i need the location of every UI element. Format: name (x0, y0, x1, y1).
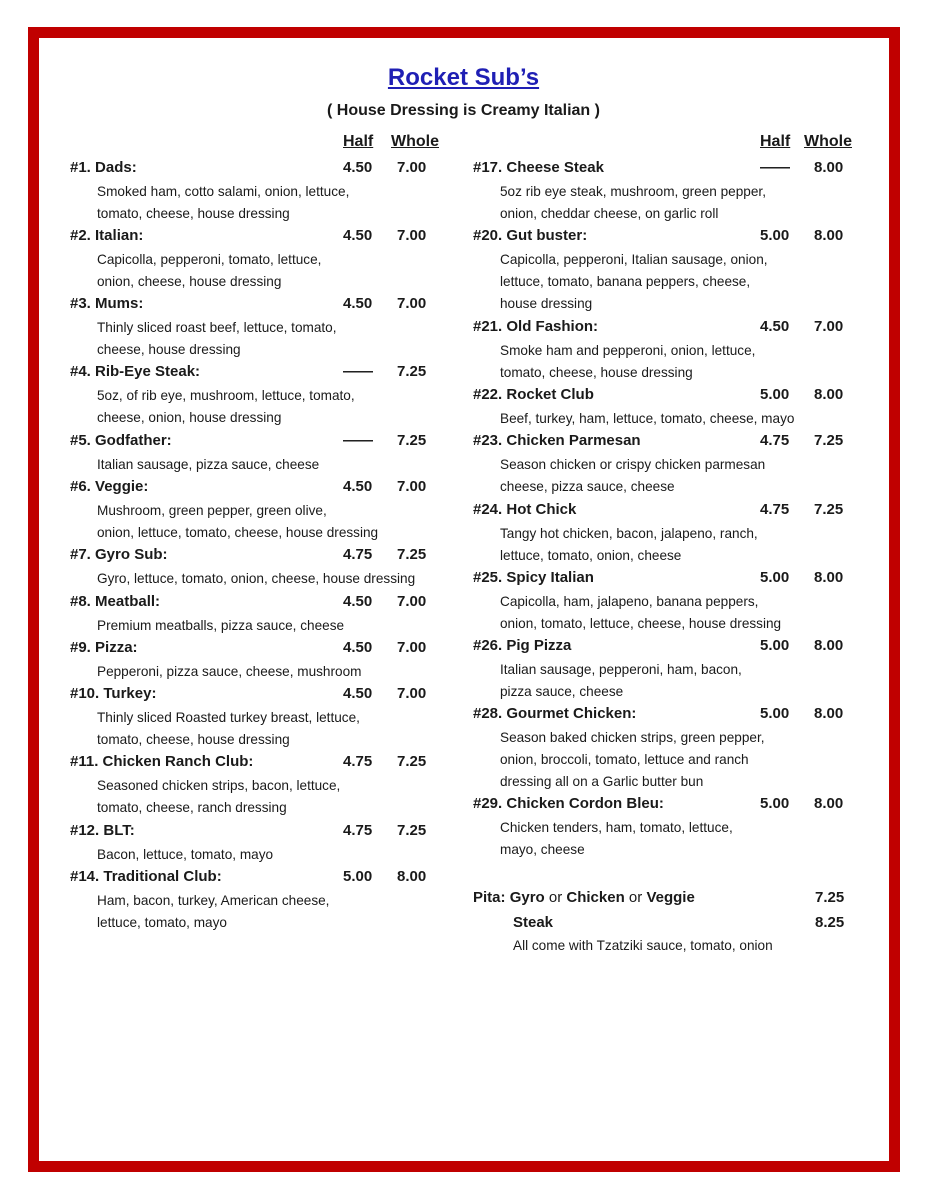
menu-item-name: #5. Godfather: (70, 432, 172, 449)
menu-item-description (97, 181, 349, 225)
menu-item-description (500, 340, 755, 384)
menu-item-half-price: 5.00 (760, 386, 790, 403)
menu-item-description (500, 817, 733, 861)
menu-item-name: #12. BLT: (70, 822, 135, 839)
menu-item-name: #25. Spicy Italian (473, 569, 594, 586)
menu-item-description-line: onion, cheddar cheese, on garlic roll (500, 206, 719, 221)
pita-or-2: or (628, 889, 643, 906)
menu-item-description (97, 454, 319, 476)
menu-item-description-line: Capicolla, ham, jalapeno, banana peppers, (500, 594, 759, 609)
menu-item-name: #29. Chicken Cordon Bleu: (473, 795, 664, 812)
menu-item-description (500, 181, 766, 225)
menu-item-description-line: lettuce, tomato, onion, cheese (500, 548, 682, 563)
menu-item-description-line: Premium meatballs, pizza sauce, cheese (97, 618, 345, 633)
menu-item-half-price: 5.00 (760, 705, 790, 722)
menu-item-description-line: Thinly sliced Roasted turkey breast, lettuce, (97, 710, 360, 725)
menu-item-description-line: Seasoned chicken strips, bacon, lettuce, (97, 778, 341, 793)
menu-item-name: #22. Rocket Club (473, 386, 594, 403)
menu-item-whole-price: 7.25 (814, 432, 844, 449)
menu-item-whole-price: 8.00 (397, 868, 427, 885)
menu-item-half-price: —— (343, 363, 373, 380)
menu-item-description-line: onion, lettuce, tomato, cheese, house dressing (97, 525, 379, 540)
menu-item-half-price: 4.75 (343, 753, 373, 770)
menu-item-name: #28. Gourmet Chicken: (473, 705, 637, 722)
menu-item-name: #26. Pig Pizza (473, 637, 572, 654)
left-half-header: Half (343, 133, 374, 150)
menu-item-description-line: onion, broccoli, tomato, lettuce and ranch (500, 752, 749, 767)
menu-item-whole-price: 7.00 (397, 685, 427, 702)
menu-item-description (97, 615, 344, 637)
menu-item-description (97, 385, 355, 429)
menu-item-description-line: Chicken tenders, ham, tomato, lettuce, (500, 820, 733, 835)
menu-item-name: #23. Chicken Parmesan (473, 432, 641, 449)
menu-item-description (500, 659, 742, 703)
menu-item-whole-price: 8.00 (814, 637, 844, 654)
menu-item-name: #11. Chicken Ranch Club: (70, 753, 254, 770)
menu-item-whole-price: 7.00 (397, 639, 427, 656)
menu-item-description-line: cheese, pizza sauce, cheese (500, 479, 675, 494)
menu-item-description (500, 408, 794, 430)
menu-item-whole-price: 8.00 (814, 795, 844, 812)
menu-item-description-line: onion, tomato, lettuce, cheese, house dressing (500, 616, 782, 631)
menu-item-description-line: Season baked chicken strips, green pepper, (500, 730, 765, 745)
menu-item-name: #10. Turkey: (70, 685, 157, 702)
menu-item-whole-price: 8.00 (814, 705, 844, 722)
menu-item-half-price: 4.75 (343, 822, 373, 839)
menu-item-description-line: Gyro, lettuce, tomato, onion, cheese, house dressing (97, 571, 416, 586)
menu-item-description-line: 5oz rib eye steak, mushroom, green pepper, (500, 184, 766, 199)
menu-item-description (500, 523, 758, 567)
menu-item-description-line: Beef, turkey, ham, lettuce, tomato, cheese, mayo (500, 411, 795, 426)
menu-item-name: #17. Cheese Steak (473, 159, 604, 176)
menu-item-description (97, 568, 415, 590)
menu-item-whole-price: 7.25 (397, 822, 427, 839)
menu-item-name: #24. Hot Chick (473, 501, 577, 518)
menu-item-half-price: 5.00 (343, 868, 373, 885)
pita-veggie: Veggie (646, 889, 695, 906)
menu-item-description (500, 727, 765, 793)
menu-item-description-line: dressing all on a Garlic butter bun (500, 774, 704, 789)
menu-item-description (500, 249, 768, 315)
pita-price: 7.25 (815, 889, 845, 906)
pita-label: Pita: (473, 889, 506, 906)
menu-item-description-line: Pepperoni, pizza sauce, cheese, mushroom (97, 664, 362, 679)
menu-item-whole-price: 8.00 (814, 569, 844, 586)
menu-item-description (97, 775, 340, 819)
menu-item-whole-price: 8.00 (814, 159, 844, 176)
menu-item-whole-price: 7.00 (397, 593, 427, 610)
menu-item-half-price: 4.75 (760, 432, 790, 449)
menu-item-description-line: Season chicken or crispy chicken parmesan (500, 457, 766, 472)
menu-item-whole-price: 7.00 (814, 318, 844, 335)
pita-note: All come with Tzatziki sauce, tomato, onion (513, 938, 773, 953)
pita-chicken: Chicken (566, 889, 625, 906)
menu-item-description-line: pizza sauce, cheese (500, 684, 624, 699)
menu-item-name: #14. Traditional Club: (70, 868, 222, 885)
menu-item-half-price: 4.50 (760, 318, 790, 335)
menu-item-name: #4. Rib-Eye Steak: (70, 363, 201, 380)
menu-item-half-price: —— (343, 432, 373, 449)
menu-item-description-line: Italian sausage, pepperoni, ham, bacon, (500, 662, 742, 677)
menu-item-name: #20. Gut buster: (473, 227, 588, 244)
menu-item-description-line: cheese, house dressing (97, 342, 241, 357)
menu-item-half-price: 4.50 (343, 227, 373, 244)
menu-item-half-price: —— (760, 159, 790, 176)
menu-item-whole-price: 7.25 (397, 363, 427, 380)
menu-item-whole-price: 7.25 (397, 753, 427, 770)
menu-item-description (97, 707, 360, 751)
menu-item-description-line: cheese, onion, house dressing (97, 410, 282, 425)
menu-item-description-line: Smoke ham and pepperoni, onion, lettuce, (500, 343, 756, 358)
menu-item-name: #3. Mums: (70, 295, 144, 312)
menu-item-description-line: house dressing (500, 296, 593, 311)
menu-item-description-line: tomato, cheese, house dressing (97, 732, 290, 747)
menu-item-description-line: Capicolla, pepperoni, Italian sausage, onion, (500, 252, 768, 267)
left-whole-header: Whole (391, 133, 439, 150)
menu-item-name: #2. Italian: (70, 227, 144, 244)
menu-item-description-line: 5oz, of rib eye, mushroom, lettuce, tomato, (97, 388, 355, 403)
menu-item-description-line: tomato, cheese, house dressing (500, 365, 693, 380)
menu-item-description-line: Thinly sliced roast beef, lettuce, tomato, (97, 320, 337, 335)
menu-item-name: #8. Meatball: (70, 593, 161, 610)
menu-title: Rocket Sub’s (387, 64, 540, 91)
right-half-header: Half (760, 133, 791, 150)
menu-item-description (500, 454, 765, 498)
menu-item-half-price: 5.00 (760, 569, 790, 586)
menu-item-description-line: lettuce, tomato, mayo (97, 915, 227, 930)
menu-item-half-price: 4.50 (343, 159, 373, 176)
menu-item-description-line: Tangy hot chicken, bacon, jalapeno, ranch, (500, 526, 758, 541)
menu-item-half-price: 5.00 (760, 637, 790, 654)
menu-item-half-price: 4.50 (343, 593, 373, 610)
right-whole-header: Whole (804, 133, 852, 150)
menu-item-whole-price: 7.00 (397, 159, 427, 176)
menu-item-description-line: Italian sausage, pizza sauce, cheese (97, 457, 320, 472)
menu-item-description (97, 890, 329, 934)
menu-item-half-price: 4.75 (760, 501, 790, 518)
menu-item-description-line: Smoked ham, cotto salami, onion, lettuce, (97, 184, 350, 199)
menu-item-half-price: 4.50 (343, 295, 373, 312)
menu-item-description-line: lettuce, tomato, banana peppers, cheese, (500, 274, 751, 289)
menu-item-name: #21. Old Fashion: (473, 318, 599, 335)
menu-item-whole-price: 7.25 (397, 432, 427, 449)
menu-item-whole-price: 8.00 (814, 386, 844, 403)
pita-or-1: or (548, 889, 563, 906)
menu-item-whole-price: 7.00 (397, 227, 427, 244)
menu-item-description-line: mayo, cheese (500, 842, 585, 857)
menu-item-whole-price: 7.00 (397, 478, 427, 495)
menu-item-name: #1. Dads: (70, 159, 137, 176)
menu-item-description (97, 661, 361, 683)
menu-item-description-line: tomato, cheese, ranch dressing (97, 800, 287, 815)
menu-item-description-line: Capicolla, pepperoni, tomato, lettuce, (97, 252, 322, 267)
menu-item-half-price: 4.75 (343, 546, 373, 563)
menu-item-description (97, 500, 378, 544)
menu-item-half-price: 4.50 (343, 639, 373, 656)
menu-item-description (97, 844, 273, 866)
menu-item-description-line: onion, cheese, house dressing (97, 274, 282, 289)
menu-item-description-line: Bacon, lettuce, tomato, mayo (97, 847, 274, 862)
menu-item-name: #6. Veggie: (70, 478, 149, 495)
menu-item-description-line: Ham, bacon, turkey, American cheese, (97, 893, 330, 908)
pita-line (473, 889, 695, 906)
menu-item-whole-price: 7.25 (397, 546, 427, 563)
menu-item-name: #9. Pizza: (70, 639, 138, 656)
menu-subtitle: ( House Dressing is Creamy Italian ) (327, 102, 600, 119)
menu-item-half-price: 4.50 (343, 685, 373, 702)
menu-item-half-price: 4.50 (343, 478, 373, 495)
menu-item-half-price: 5.00 (760, 795, 790, 812)
menu-item-whole-price: 7.25 (814, 501, 844, 518)
menu-item-description (500, 591, 781, 635)
menu-item-description (97, 249, 321, 293)
pita-steak-price: 8.25 (815, 914, 845, 931)
pita-gyro: Gyro (509, 889, 545, 906)
menu-item-description-line: tomato, cheese, house dressing (97, 206, 290, 221)
menu-item-whole-price: 8.00 (814, 227, 844, 244)
menu-item-description (97, 317, 337, 361)
menu-item-half-price: 5.00 (760, 227, 790, 244)
menu-item-name: #7. Gyro Sub: (70, 546, 168, 563)
menu-item-whole-price: 7.00 (397, 295, 427, 312)
menu-item-description-line: Mushroom, green pepper, green olive, (97, 503, 327, 518)
pita-steak-label: Steak (513, 914, 554, 931)
